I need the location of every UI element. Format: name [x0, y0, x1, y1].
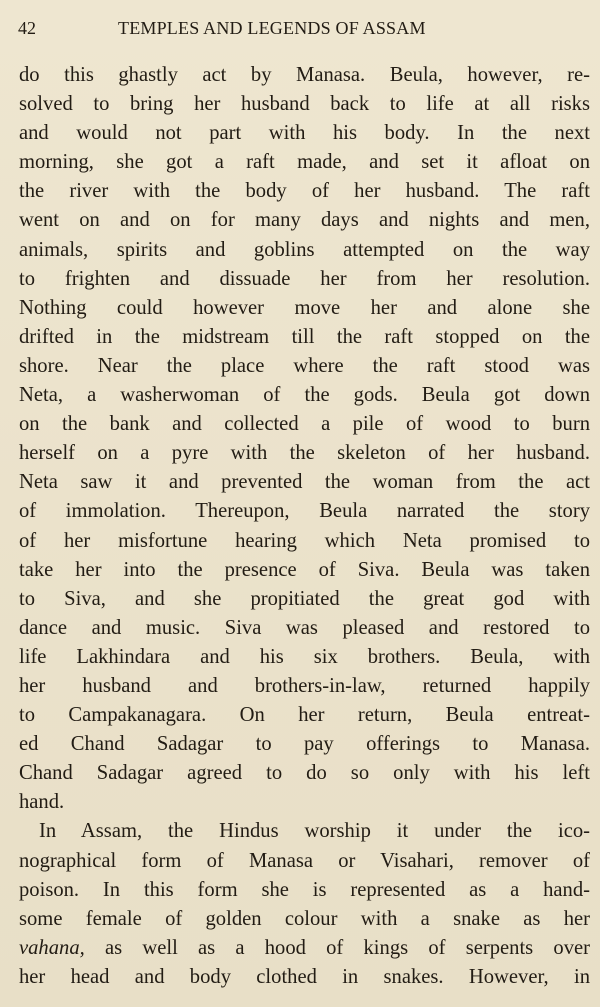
text-line: animals, spirits and goblins attempted on the way [19, 238, 590, 261]
text-line: Nothing could however move her and alone she [19, 296, 590, 319]
text-line: shore. Near the place where the raft stood was [19, 354, 590, 377]
text-line-rest: as well as a hood of kings of serpents over [105, 936, 590, 959]
text-line: went on and on for many days and nights and men, [19, 209, 590, 232]
text-line: Chand Sadagar agreed to do so only with his left [19, 762, 590, 785]
body-text [19, 61, 590, 992]
text-line: of immolation. Thereupon, Beula narrated the story [19, 500, 590, 523]
text-line-with-italic [19, 934, 590, 963]
text-line: dance and music. Siva was pleased and restored to [19, 616, 590, 639]
page-header [18, 16, 578, 40]
text-line: poison. In this form she is represented as a hand- [19, 878, 590, 901]
text-line: to Siva, and she propitiated the great god with [19, 587, 590, 610]
text-line: to frighten and dissuade her from her resolution. [19, 267, 590, 290]
text-line: of her misfortune hearing which Neta promised to [19, 529, 590, 552]
text-line: on the bank and collected a pile of wood to burn [19, 413, 590, 436]
text-line: the river with the body of her husband. The raft [19, 180, 590, 203]
running-title: TEMPLES AND LEGENDS OF ASSAM [118, 18, 426, 38]
text-line: take her into the presence of Siva. Beula was taken [19, 558, 590, 581]
text-line: hand. [19, 791, 65, 814]
text-line: her head and body clothed in snakes. However, in [19, 965, 590, 988]
text-line: do this ghastly act by Manasa. Beula, however, re- [19, 64, 590, 86]
text-line: In Assam, the Hindus worship it under the ico- [39, 820, 590, 843]
text-line: nographical form of Manasa or Visahari, remover of [19, 849, 590, 872]
text-line: solved to bring her husband back to life at all risks [19, 93, 590, 116]
text-line: drifted in the midstream till the raft stopped on the [19, 325, 590, 348]
text-line: Neta, a washerwoman of the gods. Beula got down [19, 384, 590, 407]
text-line: herself on a pyre with the skeleton of her husband. [19, 442, 590, 465]
page-number: 42 [18, 18, 36, 38]
text-line: her husband and brothers-in-law, returned happily [19, 674, 590, 697]
text-line: some female of golden colour with a snake as her [19, 907, 590, 930]
text-line: to Campakanagara. On her return, Beula entreat- [19, 704, 590, 727]
text-line: ed Chand Sadagar to pay offerings to Manasa. [19, 733, 590, 756]
italic-term: vahana, [19, 936, 85, 959]
text-line: Neta saw it and prevented the woman from the act [19, 471, 590, 494]
text-line: and would not part with his body. In the next [19, 122, 590, 145]
text-line: morning, she got a raft made, and set it afloat on [19, 151, 590, 174]
text-line: life Lakhindara and his six brothers. Beula, with [19, 645, 590, 668]
